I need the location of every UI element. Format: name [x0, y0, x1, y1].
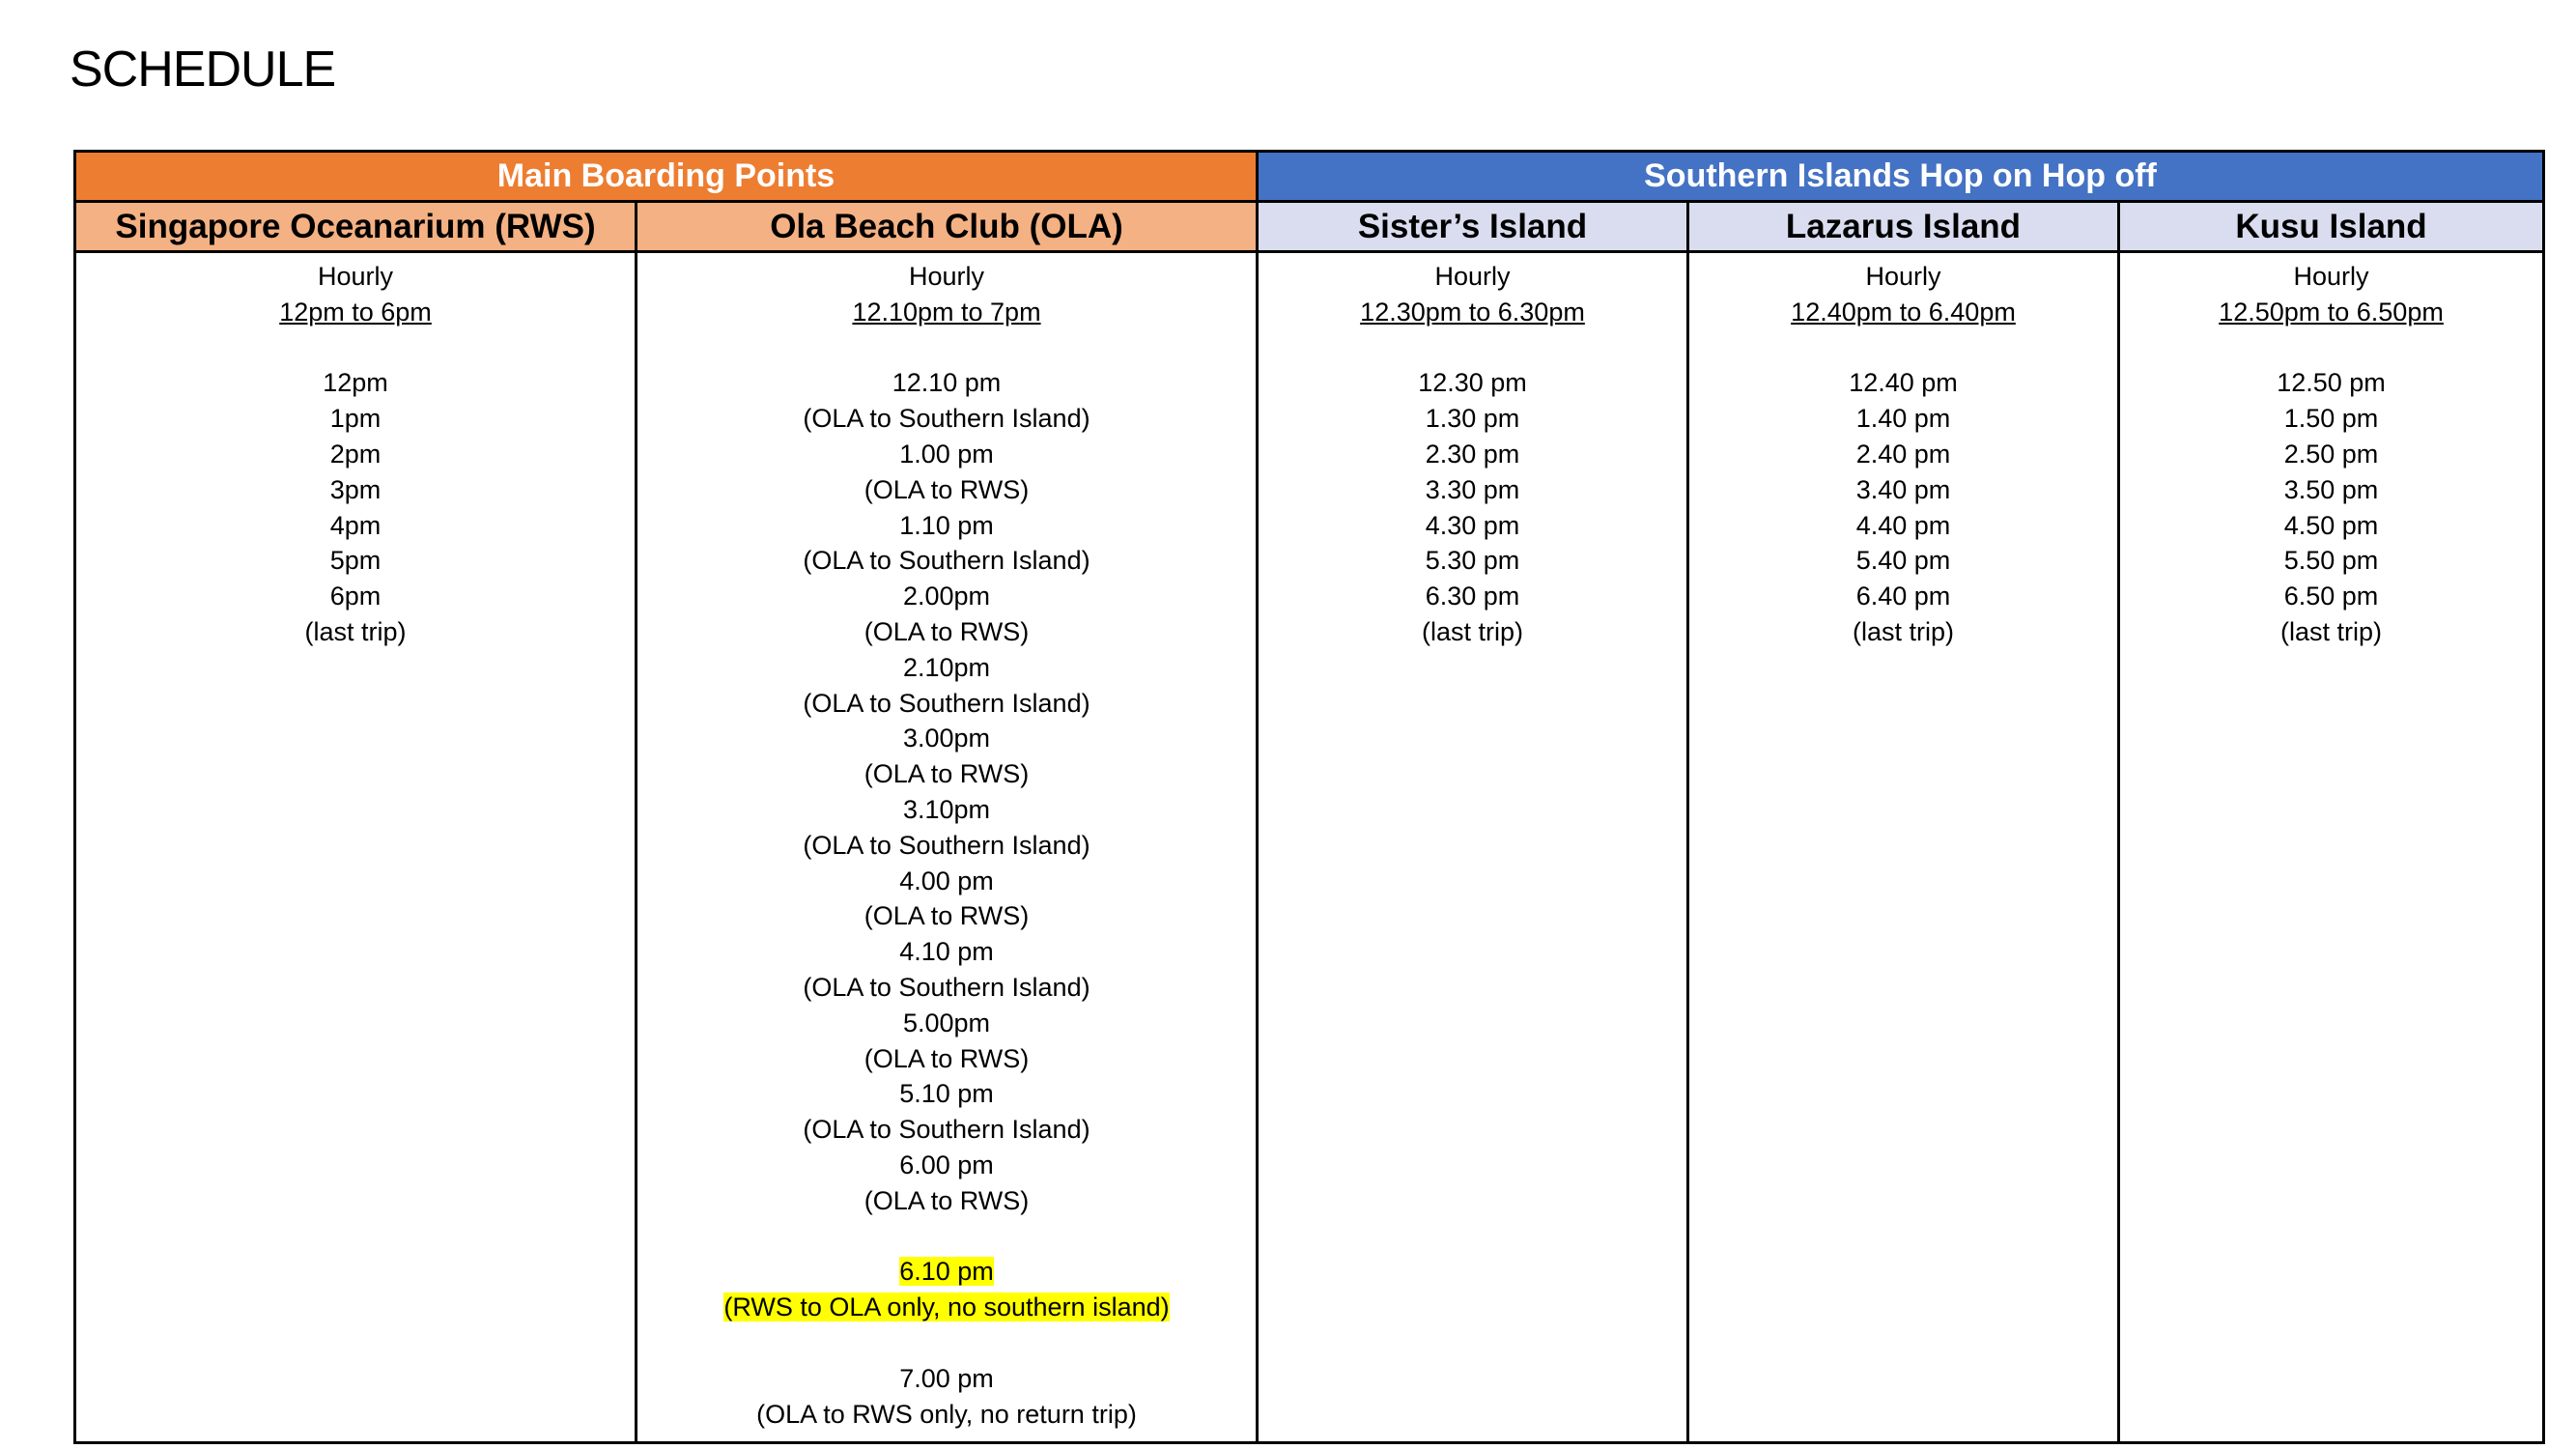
time-entry: 5.50 pm: [2283, 546, 2379, 576]
time-entry: 1.00 pm: [899, 439, 994, 469]
group-header-row: [76, 153, 2542, 203]
frequency-label: Hourly: [1434, 262, 1511, 291]
column-header-sisters: Sister’s Island: [1259, 203, 1686, 250]
time-entry: 3.10pm: [902, 794, 991, 824]
frequency-label: Hourly: [317, 262, 394, 291]
column-header-rws: Singapore Oceanarium (RWS): [76, 203, 635, 250]
column-body-ola: [637, 256, 1256, 1441]
time-range: 12.30pm to 6.30pm: [1360, 297, 1585, 327]
time-entry: 3.00pm: [902, 724, 991, 753]
time-entry: 5.40 pm: [1855, 546, 1951, 576]
group-header-main-boarding: Main Boarding Points: [76, 153, 1256, 200]
page-title: SCHEDULE: [70, 42, 336, 98]
route-note: (OLA to RWS only, no return trip): [756, 1399, 1137, 1429]
time-entry: 4.50 pm: [2283, 510, 2379, 540]
time-entry: 2.10pm: [902, 652, 991, 682]
time-entry: 2.40 pm: [1855, 439, 1951, 469]
time-entry: 4.30 pm: [1425, 510, 1520, 540]
time-range: 12pm to 6pm: [279, 297, 432, 327]
last-trip-note: (last trip): [304, 616, 407, 646]
time-entry: 2.50 pm: [2283, 439, 2379, 469]
time-entry: 5.10 pm: [899, 1079, 994, 1109]
column-header-kusu: Kusu Island: [2120, 203, 2542, 250]
route-note: (OLA to Southern Island): [803, 1115, 1090, 1145]
time-entry: 1.30 pm: [1425, 404, 1520, 434]
column-body-sisters: [1259, 256, 1686, 1441]
route-note: (OLA to RWS): [863, 1185, 1030, 1215]
time-entry: 2pm: [329, 439, 382, 469]
time-entry: 3.30 pm: [1425, 474, 1520, 504]
highlighted-time-entry: 6.10 pm: [899, 1257, 994, 1287]
time-entry: 6.30 pm: [1425, 582, 1520, 611]
divider: [1256, 153, 1259, 203]
time-entry: 12.40 pm: [1849, 368, 1958, 398]
time-entry: 6.50 pm: [2283, 582, 2379, 611]
time-entry: 3.40 pm: [1855, 474, 1951, 504]
time-entry: 12pm: [323, 368, 388, 398]
route-note: (OLA to Southern Island): [803, 404, 1090, 434]
time-entry: 1.10 pm: [899, 510, 994, 540]
last-trip-note: (last trip): [1421, 616, 1523, 646]
route-note: (OLA to RWS): [863, 1043, 1030, 1073]
time-entry: 6.00 pm: [899, 1150, 994, 1179]
time-entry: 12.30 pm: [1418, 368, 1527, 398]
time-entry: 4.00 pm: [899, 866, 994, 895]
highlighted-route-note: (RWS to OLA only, no southern island): [723, 1293, 1170, 1322]
time-range: 12.10pm to 7pm: [852, 297, 1041, 327]
time-range: 12.50pm to 6.50pm: [2219, 297, 2444, 327]
frequency-label: Hourly: [2293, 262, 2369, 291]
time-range: 12.40pm to 6.40pm: [1791, 297, 2016, 327]
time-entry: 7.00 pm: [899, 1363, 994, 1393]
time-entry: 4.40 pm: [1855, 510, 1951, 540]
route-note: (OLA to RWS): [863, 759, 1030, 789]
time-entry: 4.10 pm: [899, 937, 994, 967]
route-note: (OLA to Southern Island): [803, 546, 1090, 576]
time-entry: 4pm: [329, 510, 382, 540]
time-entry: 1.40 pm: [1855, 404, 1951, 434]
route-note: (OLA to RWS): [863, 901, 1030, 931]
column-body-rws: [76, 256, 635, 1441]
schedule-table: [73, 150, 2545, 1444]
column-header-lazarus: Lazarus Island: [1689, 203, 2117, 250]
last-trip-note: (last trip): [1852, 616, 1954, 646]
time-entry: 3.50 pm: [2283, 474, 2379, 504]
time-entry: 12.10 pm: [892, 368, 1002, 398]
frequency-label: Hourly: [1865, 262, 1941, 291]
last-trip-note: (last trip): [2279, 616, 2382, 646]
route-note: (OLA to Southern Island): [803, 972, 1090, 1002]
time-entry: 5.00pm: [902, 1008, 991, 1037]
time-entry: 2.00pm: [902, 582, 991, 611]
column-body-kusu: [2120, 256, 2542, 1441]
time-entry: 6pm: [329, 582, 382, 611]
route-note: (OLA to RWS): [863, 474, 1030, 504]
route-note: (OLA to Southern Island): [803, 688, 1090, 718]
route-note: (OLA to RWS): [863, 616, 1030, 646]
time-entry: 5.30 pm: [1425, 546, 1520, 576]
column-header-row: [76, 203, 2542, 253]
time-entry: 12.50 pm: [2277, 368, 2386, 398]
time-entry: 6.40 pm: [1855, 582, 1951, 611]
time-entry: 2.30 pm: [1425, 439, 1520, 469]
time-entry: 1pm: [329, 404, 382, 434]
time-entry: 1.50 pm: [2283, 404, 2379, 434]
route-note: (OLA to Southern Island): [803, 830, 1090, 860]
group-header-southern-islands: Southern Islands Hop on Hop off: [1259, 153, 2542, 200]
column-header-ola: Ola Beach Club (OLA): [637, 203, 1256, 250]
frequency-label: Hourly: [908, 262, 985, 291]
time-entry: 3pm: [329, 474, 382, 504]
time-entry: 5pm: [329, 546, 382, 576]
column-body-lazarus: [1689, 256, 2117, 1441]
